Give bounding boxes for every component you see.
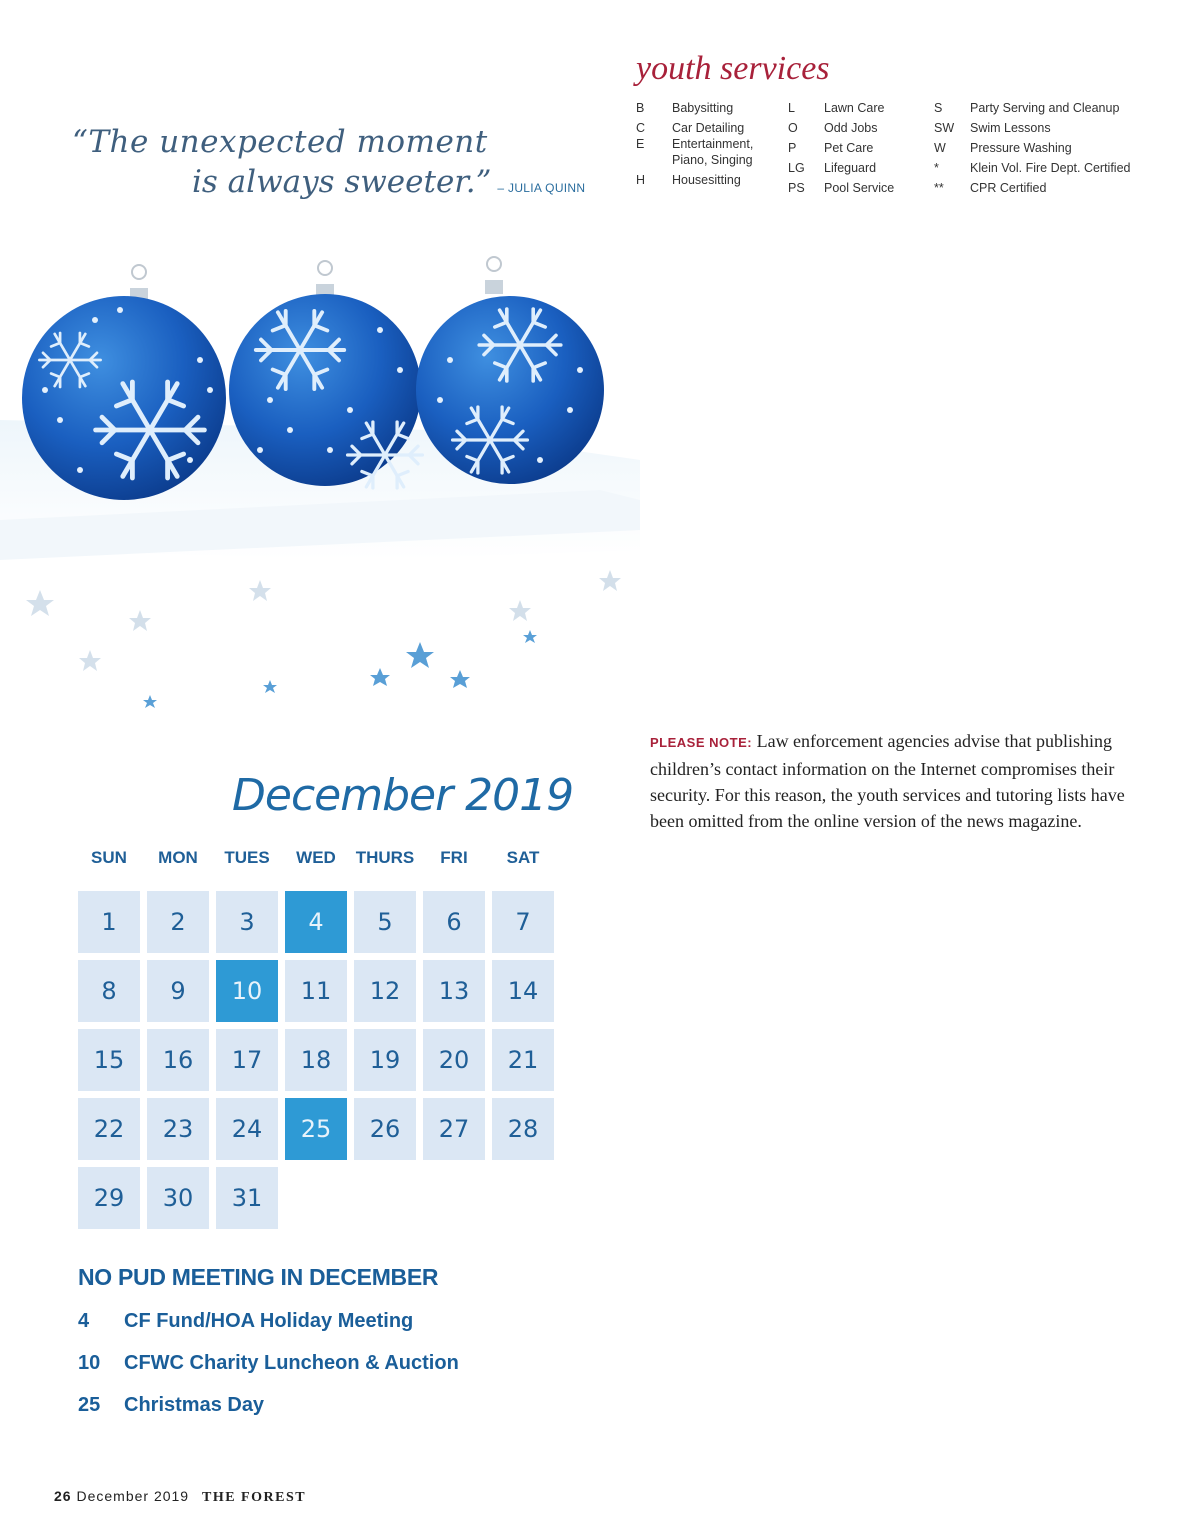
service-item bbox=[636, 172, 786, 188]
youth-services-column-3 bbox=[934, 100, 1154, 200]
calendar-day: 7 bbox=[492, 891, 554, 953]
event-item bbox=[78, 1394, 264, 1417]
service-code: LG bbox=[788, 161, 805, 175]
ornaments-photo bbox=[0, 250, 640, 720]
please-note-text: Law enforcement agencies advise that publishing children’s contact information on the Internet compromises their security. For this reason, the youth services and tutoring lists have been omitted from the online version of the news magazine. bbox=[650, 731, 1125, 831]
service-label: CPR Certified bbox=[970, 181, 1047, 195]
calendar-day: 19 bbox=[354, 1029, 416, 1091]
weekday-label: THURS bbox=[355, 848, 415, 867]
service-item bbox=[636, 100, 786, 116]
ornament-cap bbox=[485, 280, 503, 294]
calendar-day: 17 bbox=[216, 1029, 278, 1091]
event-day: 10 bbox=[78, 1352, 101, 1374]
calendar-title: December 2019 bbox=[232, 770, 574, 821]
service-code: B bbox=[636, 101, 645, 115]
weekday-label: SAT bbox=[506, 848, 540, 867]
service-item bbox=[788, 140, 928, 156]
youth-services-title: youth services bbox=[636, 50, 830, 87]
calendar-day: 11 bbox=[285, 960, 347, 1022]
service-item bbox=[636, 120, 786, 136]
service-code: SW bbox=[934, 121, 955, 135]
calendar-day: 18 bbox=[285, 1029, 347, 1091]
calendar-day: 3 bbox=[216, 891, 278, 953]
ornament-ball-1 bbox=[22, 296, 226, 500]
service-label: Odd Jobs bbox=[824, 121, 878, 135]
calendar-day: 24 bbox=[216, 1098, 278, 1160]
calendar-day: 1 bbox=[78, 891, 140, 953]
service-item bbox=[934, 140, 1154, 156]
service-item bbox=[934, 100, 1154, 116]
please-note-label: PLEASE NOTE: bbox=[650, 735, 753, 750]
calendar-day: 14 bbox=[492, 960, 554, 1022]
youth-services-column-2 bbox=[788, 100, 928, 200]
service-code: C bbox=[636, 121, 646, 135]
ornament-ball-2 bbox=[229, 294, 421, 486]
calendar-day: 30 bbox=[147, 1167, 209, 1229]
service-code: O bbox=[788, 121, 798, 135]
service-label: Klein Vol. Fire Dept. Certified bbox=[970, 161, 1131, 175]
service-item bbox=[788, 100, 928, 116]
event-title: CF Fund/HOA Holiday Meeting bbox=[124, 1310, 414, 1332]
weekday-label: TUES bbox=[224, 848, 270, 867]
weekday-label: FRI bbox=[440, 848, 468, 867]
calendar-day: 22 bbox=[78, 1098, 140, 1160]
event-day: 4 bbox=[78, 1310, 90, 1332]
service-code: * bbox=[934, 161, 939, 175]
please-note bbox=[650, 728, 1130, 834]
service-code: ** bbox=[934, 181, 944, 195]
service-label: Lawn Care bbox=[824, 101, 885, 115]
youth-services-column-1 bbox=[636, 100, 786, 192]
calendar-day-highlighted: 4 bbox=[285, 891, 347, 953]
service-code: L bbox=[788, 101, 795, 115]
calendar-day: 21 bbox=[492, 1029, 554, 1091]
calendar-day: 6 bbox=[423, 891, 485, 953]
event-day: 25 bbox=[78, 1394, 101, 1416]
service-code: H bbox=[636, 173, 646, 187]
calendar-day: 12 bbox=[354, 960, 416, 1022]
calendar-day-highlighted: 25 bbox=[285, 1098, 347, 1160]
calendar-day: 29 bbox=[78, 1167, 140, 1229]
event-item bbox=[78, 1352, 459, 1375]
calendar-day-highlighted: 10 bbox=[216, 960, 278, 1022]
quote-author: – JULIA QUINN bbox=[497, 181, 586, 195]
weekday-label: WED bbox=[296, 848, 336, 867]
service-code: PS bbox=[788, 181, 805, 195]
service-label: Babysitting bbox=[672, 101, 734, 115]
calendar-day: 28 bbox=[492, 1098, 554, 1160]
service-item bbox=[788, 120, 928, 136]
pull-quote bbox=[72, 124, 592, 200]
calendar-day: 16 bbox=[147, 1029, 209, 1091]
calendar-day: 26 bbox=[354, 1098, 416, 1160]
event-item bbox=[78, 1310, 413, 1333]
quote-line-2-text: is always sweeter.” bbox=[192, 164, 492, 200]
page-footer bbox=[54, 1488, 306, 1506]
service-item bbox=[788, 180, 928, 196]
service-label: Swim Lessons bbox=[970, 121, 1051, 135]
service-label: Pressure Washing bbox=[970, 141, 1072, 155]
events-header: NO PUD MEETING IN DECEMBER bbox=[78, 1264, 439, 1290]
service-code: P bbox=[788, 141, 797, 155]
service-label: Lifeguard bbox=[824, 161, 877, 175]
service-label: Entertainment, Piano, Singing bbox=[672, 137, 754, 167]
calendar-day: 15 bbox=[78, 1029, 140, 1091]
magazine-name: THE FOREST bbox=[201, 1490, 307, 1505]
service-item bbox=[636, 136, 786, 168]
service-code: W bbox=[934, 141, 946, 155]
event-title: CFWC Charity Luncheon & Auction bbox=[124, 1352, 459, 1374]
calendar-day: 27 bbox=[423, 1098, 485, 1160]
service-label: Housesitting bbox=[672, 173, 741, 187]
service-item bbox=[788, 160, 928, 176]
calendar-day: 9 bbox=[147, 960, 209, 1022]
issue-date: December 2019 bbox=[76, 1488, 190, 1504]
quote-line-2 bbox=[192, 164, 592, 200]
calendar-day: 2 bbox=[147, 891, 209, 953]
ornament-ball-3 bbox=[416, 296, 604, 484]
weekday-label: SUN bbox=[91, 848, 127, 867]
calendar-day: 31 bbox=[216, 1167, 278, 1229]
calendar-day: 20 bbox=[423, 1029, 485, 1091]
service-item bbox=[934, 180, 1154, 196]
calendar-day: 23 bbox=[147, 1098, 209, 1160]
service-item bbox=[934, 120, 1154, 136]
calendar-day: 13 bbox=[423, 960, 485, 1022]
page-number: 26 bbox=[54, 1488, 72, 1504]
service-label: Party Serving and Cleanup bbox=[970, 101, 1120, 115]
service-item bbox=[934, 160, 1154, 176]
service-label: Car Detailing bbox=[672, 121, 745, 135]
service-code: S bbox=[934, 101, 943, 115]
event-title: Christmas Day bbox=[124, 1394, 265, 1416]
calendar-day: 8 bbox=[78, 960, 140, 1022]
calendar-day: 5 bbox=[354, 891, 416, 953]
quote-line-1: “The unexpected moment bbox=[72, 124, 488, 160]
service-code: E bbox=[636, 137, 645, 151]
service-label: Pet Care bbox=[824, 141, 874, 155]
service-label: Pool Service bbox=[824, 181, 895, 195]
weekday-label: MON bbox=[158, 848, 198, 867]
